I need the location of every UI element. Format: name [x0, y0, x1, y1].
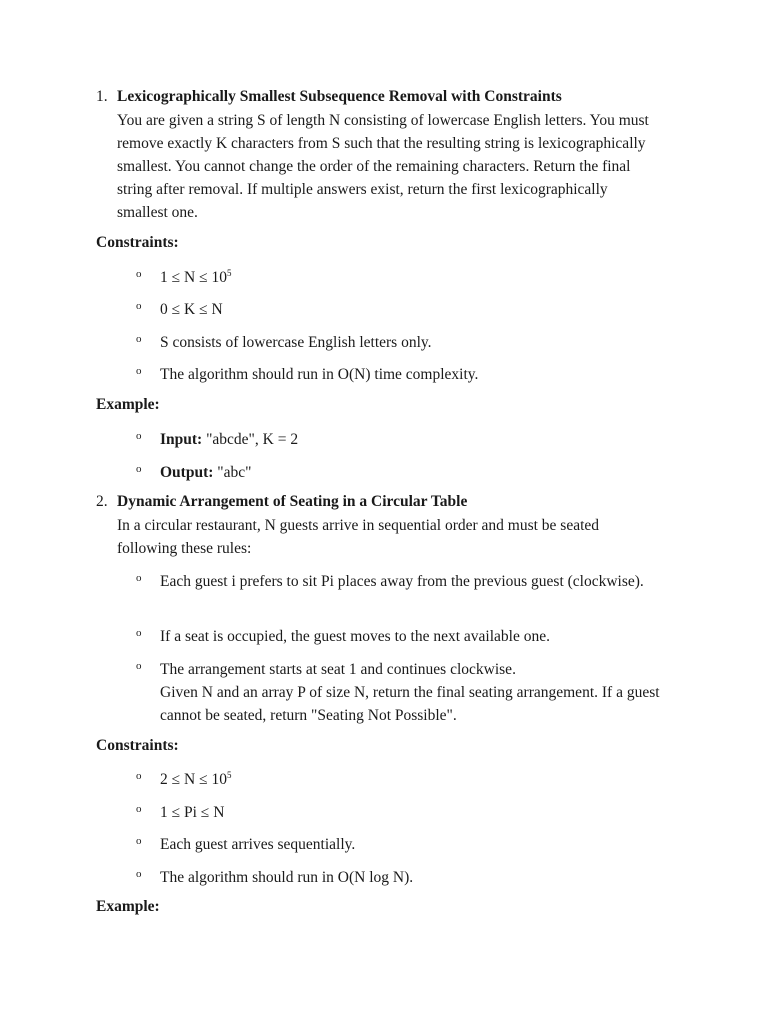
- output-value: "abc": [213, 464, 252, 481]
- bullet-icon: o: [136, 868, 142, 880]
- bullet-icon: o: [136, 835, 142, 847]
- problem-2-constraints-label: Constraints:: [96, 737, 179, 754]
- rule-text: The arrangement starts at seat 1 and continues clockwise.: [160, 661, 516, 678]
- problem-2-number: 2.: [96, 493, 108, 510]
- rule-continuation-text: Given N and an array P of size N, return the final seating arrangement. If a guest cannot be seated, return "Seating Not Possible".: [160, 684, 660, 724]
- constraint-text: Each guest arrives sequentially.: [160, 836, 356, 853]
- problem-1-description: You are given a string S of length N consisting of lowercase English letters. You must remove exactly K characters from S such that the resulting string is lexicographically smallest. You cannot change the order of the remaining characters. Return the final string after removal. If multiple answers exist, return the first lexicographically smallest one.: [117, 112, 649, 221]
- rule-text: If a seat is occupied, the guest moves to the next available one.: [160, 628, 550, 645]
- bullet-icon: o: [136, 333, 142, 345]
- problem-2-description: In a circular restaurant, N guests arrive in sequential order and must be seated following these rules:: [117, 517, 600, 557]
- problem-1-constraints-label: Constraints:: [96, 234, 179, 251]
- bullet-icon: o: [136, 660, 142, 672]
- problem-1-number: 1.: [96, 88, 108, 105]
- input-label: Input:: [160, 431, 203, 448]
- constraint-text: The algorithm should run in O(N) time complexity.: [160, 366, 479, 383]
- constraint-text: 2 ≤ N ≤ 10: [160, 771, 227, 788]
- rule-text: Each guest i prefers to sit Pi places away from the previous guest (clockwise).: [160, 573, 644, 590]
- problem-2-example-label: Example:: [96, 898, 160, 915]
- bullet-icon: o: [136, 430, 142, 442]
- output-label: Output:: [160, 464, 214, 481]
- constraint-text: 1 ≤ Pi ≤ N: [160, 804, 225, 821]
- constraint-text: S consists of lowercase English letters only.: [160, 334, 432, 351]
- problem-2-title: Dynamic Arrangement of Seating in a Circular Table: [117, 493, 468, 510]
- bullet-icon: o: [136, 463, 142, 475]
- bullet-icon: o: [136, 803, 142, 815]
- bullet-icon: o: [136, 770, 142, 782]
- constraint-text: 1 ≤ N ≤ 10: [160, 269, 227, 286]
- bullet-icon: o: [136, 365, 142, 377]
- constraint-exponent: 5: [226, 770, 232, 780]
- problem-1-example-label: Example:: [96, 396, 160, 413]
- bullet-icon: o: [136, 572, 142, 584]
- bullet-icon: o: [136, 627, 142, 639]
- input-value: "abcde", K = 2: [202, 431, 299, 448]
- constraint-exponent: 5: [226, 268, 232, 278]
- bullet-icon: o: [136, 300, 142, 312]
- bullet-icon: o: [136, 268, 142, 280]
- constraint-text: The algorithm should run in O(N log N).: [160, 869, 414, 886]
- problem-1-title: Lexicographically Smallest Subsequence Removal with Constraints: [117, 88, 562, 105]
- constraint-text: 0 ≤ K ≤ N: [160, 301, 223, 318]
